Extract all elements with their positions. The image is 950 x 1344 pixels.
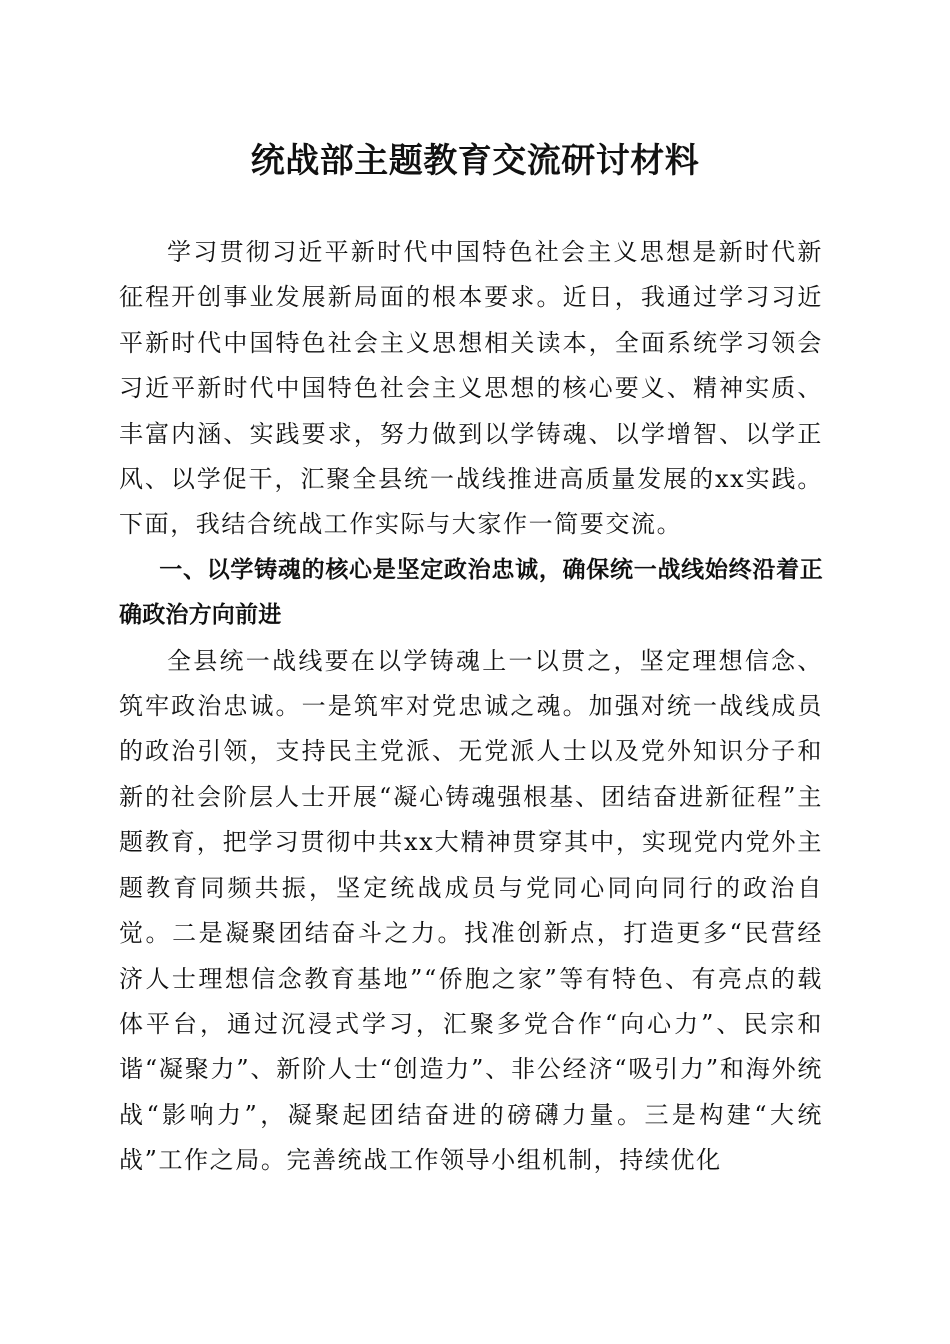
intro-paragraph: 学习贯彻习近平新时代中国特色社会主义思想是新时代新征程开创事业发展新局面的根本要求。近日，我通过学习习近平新时代中国特色社会主义思想相关读本，全面系统学习领会习近平新时代中国特色社会主义思想的核心要义、精神实质、丰富内涵、实践要求，努力做到以学铸魂、以学增智、以学正风、以学促干，汇聚全县统一战线推进高质量发展的xx实践。下面，我结合统战工作实际与大家作一简要交流。 — [119, 238, 823, 539]
section-1-paragraph: 全县统一战线要在以学铸魂上一以贯之，坚定理想信念、筑牢政治忠诚。一是筑牢对党忠诚之魂。加强对统一战线成员的政治引领，支持民主党派、无党派人士以及党外知识分子和新的社会阶层人士开展“凝心铸魂强根基、团结奋进新征程”主题教育，把学习贯彻中共xx大精神贯穿其中，实现党内党外主题教育同频共振，坚定统战成员与党同心同向同行的政治自觉。二是凝聚团结奋斗之力。找准创新点，打造更多“民营经济人士理想信念教育基地”“侨胞之家”等有特色、有亮点的载体平台，通过沉浸式学习，汇聚多党合作“向心力”、民宗和谐“凝聚力”、新阶人士“创造力”、非公经济“吸引力”和海外统战“影响力”，凝聚起团结奋进的磅礴力量。三是构建“大统战”工作之局。完善统战工作领导小组机制，持续优化 — [119, 646, 823, 1175]
section-heading-1: 一、以学铸魂的核心是坚定政治忠诚，确保统一战线始终沿着正确政治方向前进 — [119, 556, 823, 629]
document-title: 统战部主题教育交流研讨材料 — [250, 141, 700, 181]
document-body — [119, 230, 823, 1184]
